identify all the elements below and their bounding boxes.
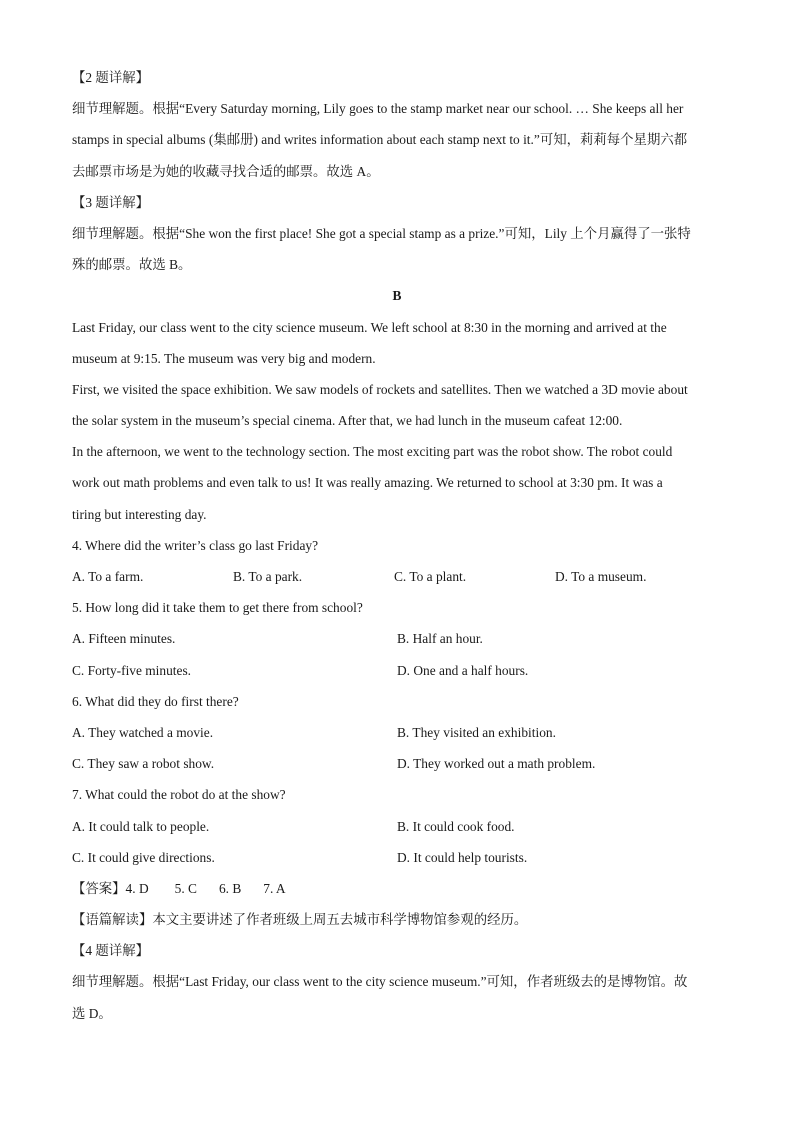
option-a: A. Fifteen minutes. bbox=[72, 631, 176, 647]
q3-detail-heading: 【3 题详解】 bbox=[72, 194, 149, 210]
question-options-row bbox=[72, 655, 722, 686]
q4-detail-heading: 【4 题详解】 bbox=[72, 943, 149, 959]
question-options-row bbox=[72, 842, 722, 873]
question-stem: 7. What could the robot do at the show? bbox=[72, 787, 286, 803]
answer-item: 7. A bbox=[263, 880, 286, 896]
question-stem: 6. What did they do first there? bbox=[72, 693, 239, 709]
q4-detail-line: 选 D。 bbox=[72, 1005, 112, 1021]
answer-label: 【答案】4. D bbox=[72, 880, 149, 896]
document-page bbox=[72, 62, 722, 1029]
q2-detail-line: 细节理解题。根据“Every Saturday morning, Lily goes to the stamp market near our school. … She keeps all her bbox=[72, 101, 684, 117]
question-options-row bbox=[72, 623, 722, 654]
q2-detail-heading: 【2 题详解】 bbox=[72, 70, 149, 85]
answer-item: 5. C bbox=[174, 880, 197, 896]
option-a: A. They watched a movie. bbox=[72, 724, 214, 740]
option-d: D. One and a half hours. bbox=[397, 662, 529, 678]
option-c: C. It could give directions. bbox=[72, 849, 215, 865]
q3-detail-line: 殊的邮票。故选 B。 bbox=[72, 257, 192, 273]
answer-item: 6. B bbox=[218, 880, 242, 896]
passage-line: museum at 9:15. The museum was very big and modern. bbox=[72, 350, 376, 366]
section-title: B bbox=[392, 288, 402, 304]
answer-line bbox=[72, 873, 722, 904]
option-a: A. It could talk to people. bbox=[72, 818, 210, 834]
question-options-row bbox=[72, 748, 722, 779]
passage-line: work out math problems and even talk to us! It was really amazing. We returned to school at 3:30 pm. It was a bbox=[72, 475, 663, 491]
question-options-row bbox=[72, 717, 722, 748]
option-b: B. It could cook food. bbox=[397, 818, 515, 834]
option-b: B. Half an hour. bbox=[397, 631, 483, 647]
option-c: C. To a plant. bbox=[394, 569, 467, 584]
question-options-row bbox=[72, 811, 722, 842]
q3-detail-line: 细节理解题。根据“She won the first place! She got a special stamp as a prize.”可知，Lily 上个月赢得了一张特 bbox=[72, 225, 691, 241]
passage-line: Last Friday, our class went to the city science museum. We left school at 8:30 in the morning and arrived at the bbox=[72, 319, 667, 335]
question-options bbox=[72, 561, 722, 592]
option-b: B. They visited an exhibition. bbox=[397, 724, 556, 740]
option-a: A. To a farm. bbox=[72, 569, 144, 584]
option-d: D. It could help tourists. bbox=[397, 849, 528, 865]
passage-line: tiring but interesting day. bbox=[72, 506, 207, 522]
q4-detail-line: 细节理解题。根据“Last Friday, our class went to the city science museum.”可知，作者班级去的是博物馆。故 bbox=[72, 974, 688, 990]
passage-line: the solar system in the museum’s special cinema. After that, we had lunch in the museum cafeat 12:00. bbox=[72, 413, 623, 429]
option-c: C. Forty-five minutes. bbox=[72, 662, 192, 678]
option-d: D. To a museum. bbox=[555, 569, 647, 584]
passage-line: First, we visited the space exhibition. We saw models of rockets and satellites. Then we watched a 3D movie about bbox=[72, 381, 688, 397]
q2-detail-line: 去邮票市场是为她的收藏寻找合适的邮票。故选 A。 bbox=[72, 163, 380, 179]
option-b: B. To a park. bbox=[233, 569, 303, 584]
passage-analysis: 【语篇解读】本文主要讲述了作者班级上周五去城市科学博物馆参观的经历。 bbox=[72, 912, 528, 928]
option-c: C. They saw a robot show. bbox=[72, 756, 215, 772]
question-stem: 5. How long did it take them to get there from school? bbox=[72, 600, 363, 616]
q2-detail-line: stamps in special albums (集邮册) and writes information about each stamp next to it.”可知，莉莉每个星期六都 bbox=[72, 132, 688, 148]
option-d: D. They worked out a math problem. bbox=[397, 756, 596, 772]
passage-line: In the afternoon, we went to the technology section. The most exciting part was the robot show. The robot could bbox=[72, 444, 673, 460]
question-stem: 4. Where did the writer’s class go last Friday? bbox=[72, 537, 319, 553]
